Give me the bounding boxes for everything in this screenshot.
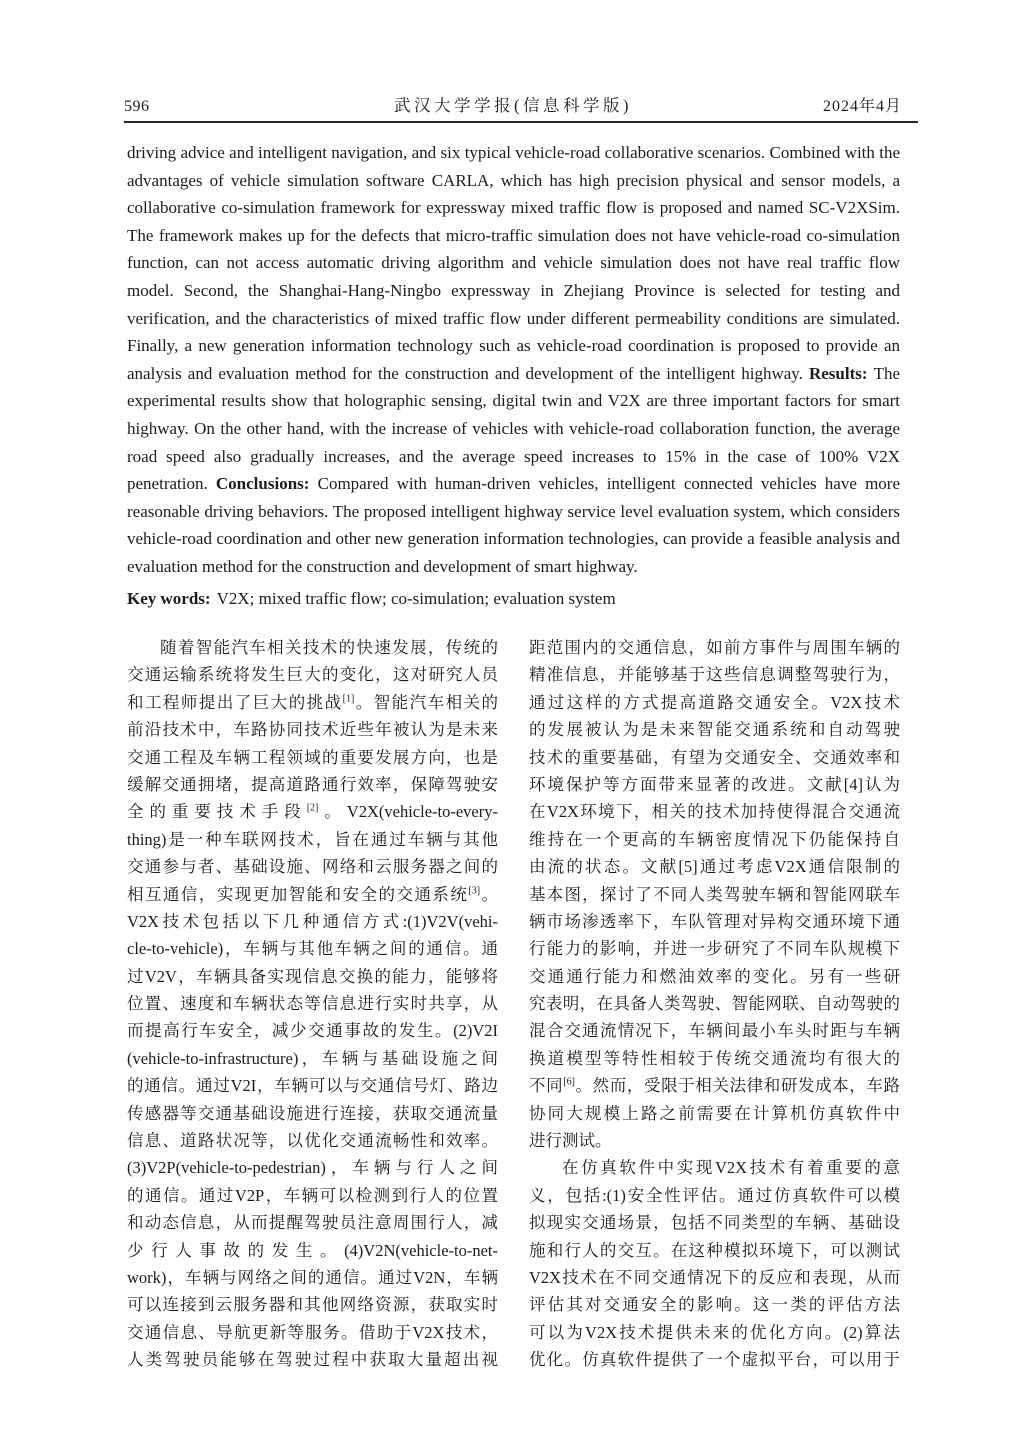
- keywords-text: V2X; mixed traffic flow; co-simulation; evaluation system: [216, 589, 616, 608]
- body-text-line: 交通通行能力和燃油效率的变化。另有一些研: [529, 966, 900, 986]
- body-text-line: 和动态信息，从而提醒驾驶员注意周围行人，减: [127, 1213, 498, 1233]
- body-text-line: 进行测试。: [529, 1131, 612, 1151]
- body-column-left: [127, 634, 498, 1374]
- body-columns: [127, 634, 900, 1374]
- body-text-line: 不同[6]。然而，受限于相关法律和研发成本，车路: [529, 1076, 900, 1096]
- header-rule: [124, 121, 918, 123]
- body-text-line: cle-to-vehicle)，车辆与其他车辆之间的通信。通: [127, 939, 498, 959]
- body-text-line: 传感器等交通基础设施进行连接，获取交通流量: [127, 1103, 498, 1123]
- body-text-line: 维持在一个更高的车辆密度情况下仍能保持自: [529, 829, 900, 849]
- body-text-line: 环境保护等方面带来显著的改进。文献[4]认为: [529, 774, 900, 794]
- body-text-line: 基本图，探讨了不同人类驾驶车辆和智能网联车: [529, 884, 900, 904]
- citation-superscript: [2]: [306, 802, 319, 814]
- body-text-line: 随着智能汽车相关技术的快速发展，传统的: [160, 638, 498, 657]
- body-text-line: 而提高行车安全，减少交通事故的发生。(2)V2I: [127, 1021, 498, 1041]
- abstract-segment: The experimental results show that holographic sensing, digital twin and V2X are three important factors for smart highway. On the other hand, with the increase of vehicles with vehicle-road collaboration function, the average road speed also gradually increases, and the average speed increases to 15% in the case of 100% V2X penetration.: [127, 363, 900, 494]
- body-text-line: 精准信息，并能够基于这些信息调整驾驶行为，: [529, 665, 900, 685]
- body-text-line: 施和行人的交互。在这种模拟环境下，可以测试: [529, 1240, 900, 1260]
- body-text-line: 由流的状态。文献[5]通过考虑V2X通信限制的: [529, 857, 900, 877]
- body-text-line: 交通参与者、基础设施、网络和云服务器之间的: [127, 857, 498, 877]
- abstract-segment: Compared with human-driven vehicles, intelligent connected vehicles have more reasonable driving behaviors. The proposed intelligent highway service level evaluation system, which considers vehicle-road coordination and other new generation information technologies, can provide a feasible analysis and evaluation method for the construction and development of smart highway.: [127, 474, 900, 576]
- body-text-line: 在仿真软件中实现V2X技术有着重要的意: [562, 1158, 900, 1178]
- body-text-line: 混合交通流情况下，车辆间最小车头时距与车辆: [529, 1021, 900, 1041]
- body-text-line: 通过这样的方式提高道路交通安全。V2X技术: [529, 692, 900, 712]
- body-text-line: 优化。仿真软件提供了一个虚拟平台，可以用于: [529, 1350, 900, 1370]
- body-text-line: (vehicle-to-infrastructure)，车辆与基础设施之间: [127, 1048, 498, 1068]
- body-text-line: 相互通信，实现更加智能和安全的交通系统[3]。: [127, 884, 498, 904]
- body-text-line: V2X技术在不同交通情况下的反应和表现，从而: [529, 1267, 900, 1287]
- body-text-line: 的通信。通过V2P，车辆可以检测到行人的位置: [127, 1185, 498, 1205]
- body-text-line: 位置、速度和车辆状态等信息进行实时共享，从: [127, 994, 498, 1014]
- body-text-line: 交通运输系统将发生巨大的变化，这对研究人员: [127, 665, 498, 685]
- body-column-right: [529, 634, 900, 1374]
- body-text-line: 技术的重要基础，有望为交通安全、交通效率和: [529, 747, 900, 767]
- body-text-line: 距范围内的交通信息，如前方事件与周围车辆的: [529, 638, 900, 657]
- citation-superscript: [1]: [342, 693, 355, 705]
- body-text-line: 在V2X环境下，相关的技术加持使得混合交通流: [529, 802, 900, 822]
- body-text-line: 辆市场渗透率下，车队管理对异构交通环境下通: [529, 911, 900, 931]
- body-text-line: 评估其对交通安全的影响。这一类的评估方法: [529, 1295, 900, 1315]
- citation-superscript: [6]: [563, 1076, 575, 1088]
- body-text-line: 缓解交通拥堵，提高道路通行效率，保障驾驶安: [127, 774, 498, 794]
- body-text-line: 少行人事故的发生。(4)V2N(vehicle-to-net-: [127, 1240, 498, 1260]
- abstract-section-label: Results:: [808, 363, 874, 383]
- body-text-line: (3)V2P(vehicle-to-pedestrian)，车辆与行人之间: [127, 1158, 498, 1178]
- body-text-line: 究表明，在具备人类驾驶、智能网联、自动驾驶的: [529, 994, 900, 1014]
- citation-superscript: [3]: [468, 885, 481, 897]
- issue-date: 2024年4月: [822, 98, 902, 115]
- body-text-line: 前沿技术中，车路协同技术近些年被认为是未来: [127, 720, 498, 740]
- body-text-line: 的发展被认为是未来智能交通系统和自动驾驶: [529, 720, 900, 740]
- body-text-line: 可以连接到云服务器和其他网络资源，获取实时: [127, 1295, 498, 1315]
- body-text-line: 换道模型等特性相较于传统交通流均有很大的: [529, 1048, 900, 1068]
- abstract-text: [127, 139, 900, 581]
- page-header: [124, 92, 902, 116]
- keywords-line: [127, 585, 900, 613]
- keywords-label: Key words:: [127, 589, 211, 608]
- page-number: 596: [124, 98, 150, 115]
- body-text-line: V2X技术包括以下几种通信方式:(1)V2V(vehi-: [127, 911, 498, 931]
- body-text-line: 可以为V2X技术提供未来的优化方向。(2)算法: [529, 1322, 900, 1342]
- body-text-line: thing)是一种车联网技术，旨在通过车辆与其他: [127, 829, 498, 849]
- journal-title: 武汉大学学报(信息科学版): [394, 96, 632, 115]
- body-text-line: 交通信息、导航更新等服务。借助于V2X技术，: [127, 1322, 498, 1342]
- body-text-line: 全的重要技术手段[2]。V2X(vehicle-to-every-: [127, 802, 498, 822]
- body-text-line: 协同大规模上路之前需要在计算机仿真软件中: [529, 1103, 900, 1123]
- abstract-segment: driving advice and intelligent navigation, and six typical vehicle-road collaborative scenarios. Combined with the advantages of vehicle simulation software CARLA, which has high precision physical and sensor models, a collaborative co-simulation framework for expressway mixed traffic flow is proposed and named SC-V2XSim. The framework makes up for the defects that micro-traffic simulation does not have vehicle-road co-simulation function, can not access automatic driving algorithm and vehicle simulation does not have real traffic flow model. Second, the Shanghai-Hang-Ningbo expressway in Zhejiang Province is selected for testing and verification, and the characteristics of mixed traffic flow under different permeability conditions are simulated. Finally, a new generation information technology such as vehicle-road coordination is proposed to provide an analysis and evaluation method for the construction and development of the intelligent highway.: [127, 143, 900, 383]
- body-text-line: 信息、道路状况等，以优化交通流畅性和效率。: [127, 1131, 498, 1151]
- abstract-section-label: Conclusions:: [215, 474, 318, 494]
- body-text-line: work)，车辆与网络之间的通信。通过V2N，车辆: [127, 1267, 498, 1287]
- body-text-line: 和工程师提出了巨大的挑战[1]。智能汽车相关的: [127, 692, 498, 712]
- body-text-line: 交通工程及车辆工程领域的重要发展方向，也是: [127, 747, 498, 767]
- body-text-line: 人类驾驶员能够在驾驶过程中获取大量超出视: [127, 1350, 498, 1370]
- body-text-line: 的通信。通过V2I，车辆可以与交通信号灯、路边: [127, 1076, 498, 1096]
- body-text-line: 行能力的影响，并进一步研究了不同车队规模下: [529, 939, 900, 959]
- body-text-line: 义，包括:(1)安全性评估。通过仿真软件可以模: [529, 1185, 900, 1205]
- body-text-line: 过V2V，车辆具备实现信息交换的能力，能够将: [127, 966, 498, 986]
- body-text-line: 拟现实交通场景，包括不同类型的车辆、基础设: [529, 1213, 900, 1233]
